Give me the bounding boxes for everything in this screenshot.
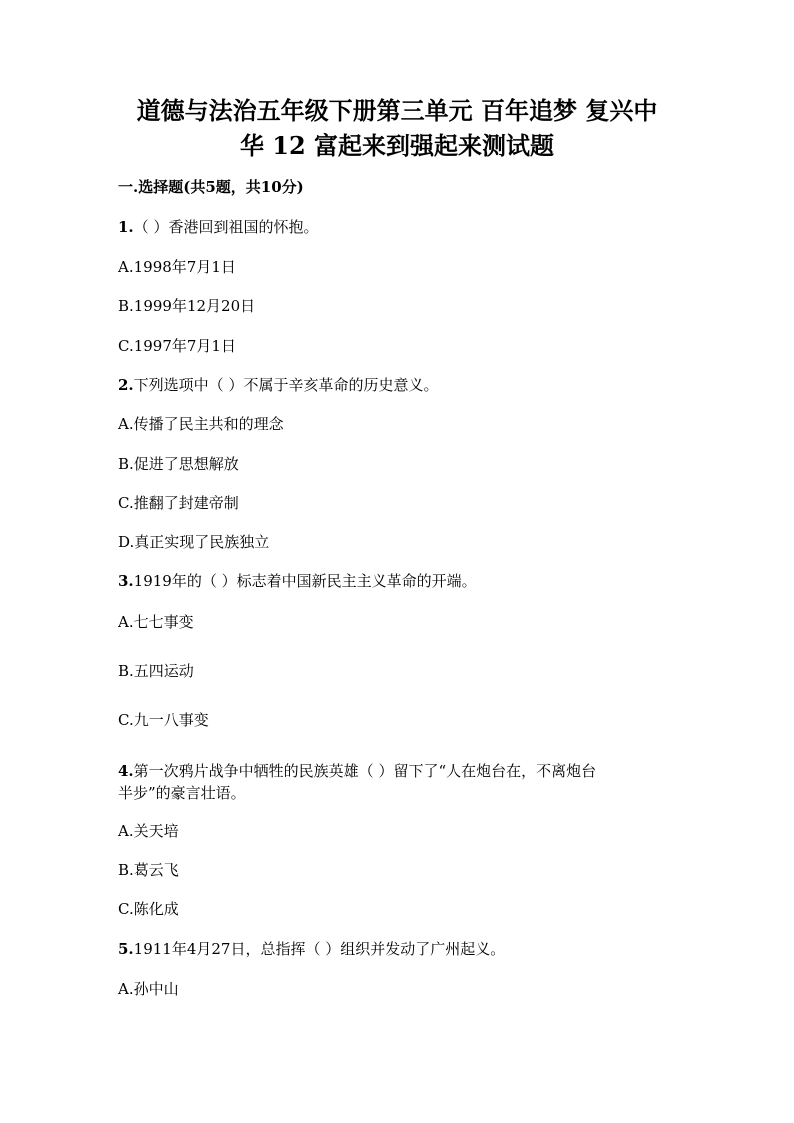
question-3: [118, 570, 477, 592]
question-5: [118, 938, 505, 960]
question-4-option-c: C.陈化成: [118, 900, 179, 918]
question-stem-line-1: 第一次鸦片战争中牺牲的民族英雄（ ）留下了“人在炮台在，不离炮台: [133, 762, 597, 780]
page-title-line-2: 华 12 富起来到强起来测试题: [239, 131, 555, 160]
question-1-option-a: A.1998年7月1日: [118, 258, 236, 276]
question-number: 1.: [118, 218, 134, 236]
question-stem: 下列选项中（ ）不属于辛亥革命的历史意义。: [133, 376, 439, 394]
question-5-option-a: A.孙中山: [118, 980, 179, 998]
question-2: [118, 374, 438, 396]
question-2-option-b: B.促进了思想解放: [118, 455, 239, 473]
question-4-option-b: B.葛云飞: [118, 861, 179, 879]
question-4-stem-line-2: 半步”的豪言壮语。: [118, 784, 246, 802]
question-3-option-a: A.七七事变: [118, 613, 194, 631]
question-4-option-a: A.关天培: [118, 822, 179, 840]
question-1-option-b: B.1999年12月20日: [118, 297, 256, 315]
question-stem: 1919年的（ ）标志着中国新民主主义革命的开端。: [133, 572, 477, 590]
question-3-option-c: C.九一八事变: [118, 711, 209, 729]
question-number: 2.: [118, 376, 134, 394]
page-title-line-1: 道德与法治五年级下册第三单元 百年追梦 复兴中: [136, 96, 658, 125]
question-1-option-c: C.1997年7月1日: [118, 337, 236, 355]
question-2-option-d: D.真正实现了民族独立: [118, 533, 270, 551]
question-stem: （ ）香港回到祖国的怀抱。: [133, 218, 319, 236]
question-1: [118, 216, 318, 238]
question-stem: 1911年4月27日，总指挥（ ）组织并发动了广州起义。: [133, 940, 506, 958]
question-2-option-c: C.推翻了封建帝制: [118, 494, 239, 512]
section-heading: 一.选择题(共5题，共10分): [118, 178, 304, 196]
question-number: 4.: [118, 762, 134, 780]
question-2-option-a: A.传播了民主共和的理念: [118, 415, 284, 433]
question-number: 3.: [118, 572, 134, 590]
question-number: 5.: [118, 940, 134, 958]
question-3-option-b: B.五四运动: [118, 662, 194, 680]
question-4: [118, 760, 596, 782]
